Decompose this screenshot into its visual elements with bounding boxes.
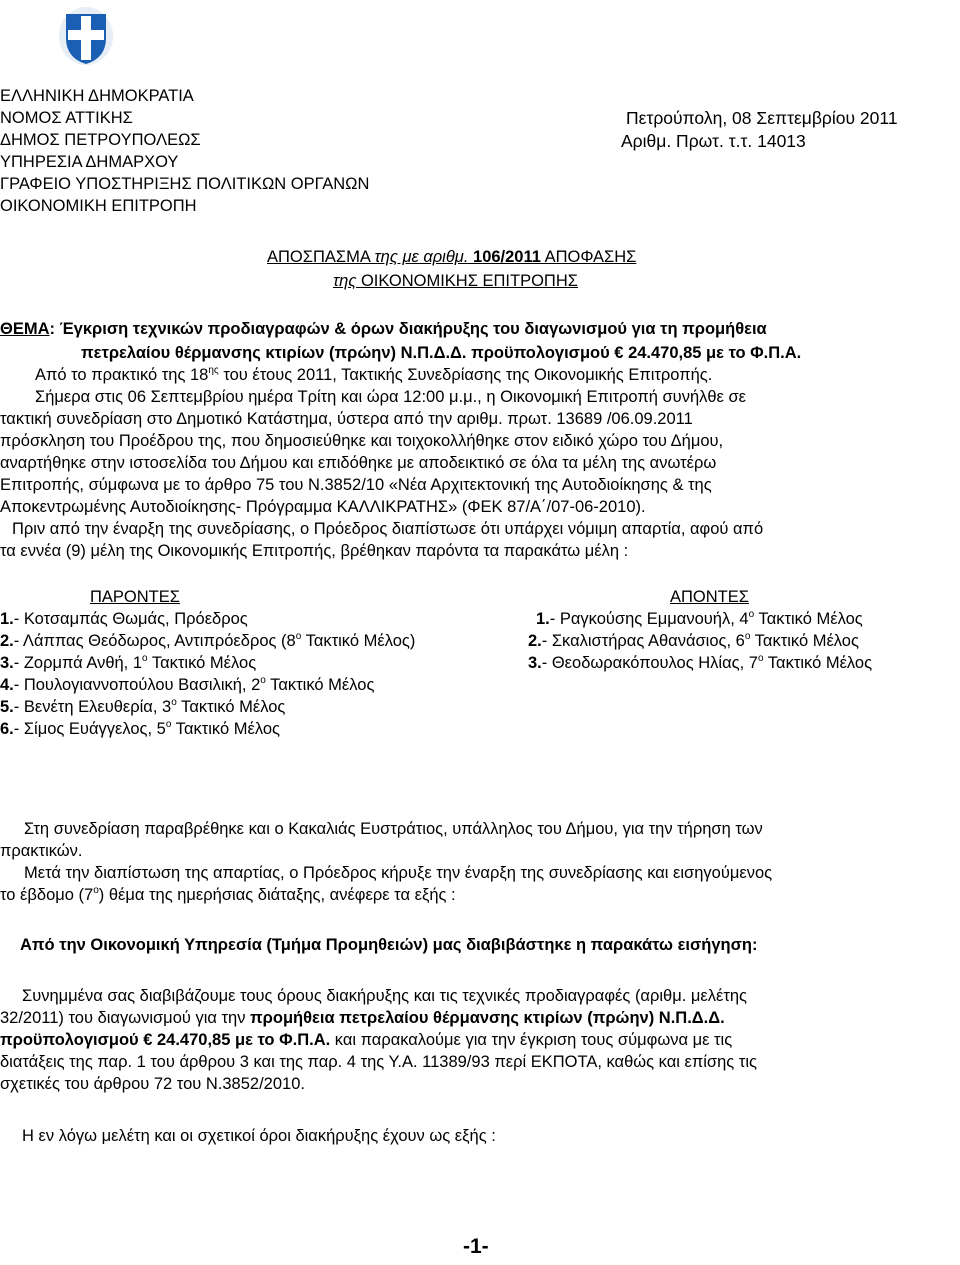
item-number: 6. <box>0 720 14 738</box>
item-text: - Ραγκούσης Εμμανουήλ, 4 <box>549 610 749 628</box>
item-text: - Κοτσαμπάς Θωμάς, Πρόεδρος <box>13 610 248 628</box>
intro-p2-line: πρόσκληση του Προέδρου της, που δημοσιεύθηκε και τοιχοκολλήθηκε στον ειδικό χώρο του Δήμου, <box>0 432 724 450</box>
item-number: 2. <box>0 632 14 650</box>
item-sup: ο <box>295 631 302 642</box>
intro-p3-line: τα εννέα (9) μέλη της Οικονομικής Επιτροπής, βρέθηκαν παρόντα τα παρακάτω μέλη : <box>0 542 629 560</box>
page-number: -1- <box>463 1235 489 1258</box>
body-bold-text: προϋπολογισμού € 24.470,85 με το Φ.Π.Α. <box>0 1031 331 1049</box>
intro-p2-line: Επιτροπής, σύμφωνα με το άρθρο 75 του Ν.3852/10 «Νέα Αρχιτεκτονική της Αυτοδιοίκησης & της <box>0 476 712 494</box>
body-p5-line <box>0 884 456 906</box>
extract-committee: ΟΙΚΟΝΟΜΙΚΗΣ ΕΠΙΤΡΟΠΗΣ <box>360 272 578 290</box>
subject-line-2: πετρελαίου θέρμανσης κτιρίων (πρώην) Ν.Π.Δ.Δ. προϋπολογισμού € 24.470,85 με το Φ.Π.Α. <box>81 344 802 362</box>
body-p5-line: Μετά την διαπίστωση της απαρτίας, ο Πρόεδρος κήρυξε την έναρξη της συνεδρίασης και εισηγούμενος <box>24 864 773 882</box>
item-sup: ο <box>757 653 764 664</box>
item-number: 1. <box>0 610 14 628</box>
intro-text-rest: του έτους 2011, Τακτικής Συνεδρίασης της Οικονομικής Επιτροπής. <box>218 366 713 384</box>
header-left <box>0 85 369 217</box>
extract-line-1 <box>267 246 636 268</box>
intro-p2-line: Αποκεντρωμένης Αυτοδιοίκησης- Πρόγραμμα ΚΑΛΛΙΚΡΑΤΗΣ» (ΦΕΚ 87/Α΄/07-06-2010). <box>0 498 646 516</box>
intro-p3-line: Πριν από την έναρξη της συνεδρίασης, ο Πρόεδρος διαπίστωσε ότι υπάρχει νόμιμη απαρτία, αφού από <box>12 520 764 538</box>
item-number: 5. <box>0 698 14 716</box>
place-date: Πετρούπολη, 08 Σεπτεμβρίου 2011 <box>626 108 898 128</box>
body-p6-line <box>0 1007 725 1029</box>
item-tail: Τακτικό Μέλος <box>147 654 257 672</box>
extract-decision: ΑΠΟΦΑΣΗΣ <box>540 248 637 266</box>
item-sup: ο <box>744 631 751 642</box>
list-item <box>528 630 872 652</box>
greek-coat-of-arms-icon <box>58 6 114 66</box>
body-text: το έβδομο (7 <box>0 886 94 904</box>
item-text: - Σκαλιστήρας Αθανάσιος, 6 <box>541 632 745 650</box>
extract-text: της με αριθμ. <box>374 248 474 266</box>
intro-text: Από το πρακτικό της 18 <box>35 366 209 384</box>
item-tail: Τακτικό Μέλος <box>265 676 375 694</box>
header-line: ΝΟΜΟΣ ΑΤΤΙΚΗΣ <box>0 109 133 127</box>
list-item <box>0 696 415 718</box>
header-line: ΥΠΗΡΕΣΙΑ ΔΗΜΑΡΧΟΥ <box>0 153 179 171</box>
header-line: ΕΛΛΗΝΙΚΗ ΔΗΜΟΚΡΑΤΙΑ <box>0 87 194 105</box>
body-text-rest: ) θέμα της ημερήσιας διάταξης, ανέφερε τα εξής : <box>98 886 456 904</box>
list-item <box>0 652 415 674</box>
list-item <box>0 674 415 696</box>
body-sup: ο <box>93 885 99 896</box>
item-tail: Τακτικό Μέλος <box>754 610 863 628</box>
section-heading: Από την Οικονομική Υπηρεσία (Τμήμα Προμηθειών) μας διαβιβάστηκε η παρακάτω εισήγηση: <box>20 936 758 954</box>
list-item <box>0 630 415 652</box>
item-sup: ο <box>142 653 148 664</box>
item-tail: Τακτικό Μέλος <box>171 720 280 738</box>
extract-of: της <box>333 272 361 290</box>
body-p6-line: Συνημμένα σας διαβιβάζουμε τους όρους διακήρυξης και τις τεχνικές προδιαγραφές (αριθμ. μελέτης <box>22 987 747 1005</box>
intro-p2-line: αναρτήθηκε στην ιστοσελίδα του Δήμου και επιδόθηκε με αποδεικτικό σε όλα τα μέλη της ανωτέρω <box>0 454 717 472</box>
list-item <box>0 718 415 740</box>
body-bold-text: προμήθεια πετρελαίου θέρμανσης κτιρίων (πρώην) Ν.Π.Δ.Δ. <box>250 1009 725 1027</box>
header-line: ΟΙΚΟΝΟΜΙΚΗ ΕΠΙΤΡΟΠΗ <box>0 197 197 215</box>
item-sup: ο <box>171 697 177 708</box>
intro-p2-line: Σήμερα στις 06 Σεπτεμβρίου ημέρα Τρίτη και ώρα 12:00 μ.μ., η Οικονομική Επιτροπή συνήλθε σε <box>35 388 747 406</box>
item-number: 4. <box>0 676 14 694</box>
item-sup: ο <box>165 719 172 730</box>
present-list <box>0 608 415 740</box>
item-text: - Πουλογιαννοπούλου Βασιλική, 2 <box>13 676 261 694</box>
intro-sup: ης <box>208 365 219 376</box>
item-text: - Σίμος Ευάγγελος, 5 <box>13 720 166 738</box>
list-item <box>528 608 872 630</box>
item-tail: Τακτικό Μέλος <box>750 632 859 650</box>
item-text: - Λάππας Θεόδωρος, Αντιπρόεδρος (8 <box>13 632 296 650</box>
item-text: - Βενέτη Ελευθερία, 3 <box>13 698 172 716</box>
subject-line-1 <box>0 318 767 340</box>
item-number: 3. <box>528 654 542 672</box>
item-sup: ο <box>748 609 755 620</box>
item-number: 2. <box>528 632 542 650</box>
item-sup: ο <box>260 675 266 686</box>
body-text: και παρακαλούμε για την έγκριση τους σύμφωνα με τις <box>330 1031 733 1049</box>
item-number: 3. <box>0 654 14 672</box>
list-item <box>0 608 415 630</box>
item-tail: Τακτικό Μέλος <box>763 654 873 672</box>
body-p4-line: πρακτικών. <box>0 842 83 860</box>
body-p6-line: διατάξεις της παρ. 1 του άρθρου 3 και της παρ. 4 της Υ.Α. 11389/93 περί ΕΚΠΟΤΑ, καθώς και επίσης τις <box>0 1053 757 1071</box>
absent-list <box>528 608 872 674</box>
item-tail: Τακτικό Μέλος) <box>301 632 416 650</box>
body-p6-line: σχετικές του άρθρου 72 του Ν.3852/2010. <box>0 1075 305 1093</box>
subject-text: : Έγκριση τεχνικών προδιαγραφών & όρων διακήρυξης του διαγωνισμού για τη προμήθεια <box>49 320 767 338</box>
protocol-number: Αριθμ. Πρωτ. τ.τ. 14013 <box>621 131 806 151</box>
header-line: ΔΗΜΟΣ ΠΕΤΡΟΥΠΟΛΕΩΣ <box>0 131 201 149</box>
list-item <box>528 652 872 674</box>
absent-title: ΑΠΟΝΤΕΣ <box>670 588 749 606</box>
body-p6-line <box>0 1029 732 1051</box>
subject-label: ΘΕΜΑ <box>0 320 50 338</box>
item-text: - Θεοδωρακόπουλος Ηλίας, 7 <box>541 654 758 672</box>
decision-number: 106/2011 <box>473 248 541 266</box>
item-number: 1. <box>536 610 550 628</box>
item-text: - Ζορμπά Ανθή, 1 <box>13 654 143 672</box>
body-text: 32/2011) του διαγωνισμού για την <box>0 1009 251 1027</box>
present-title: ΠΑΡΟΝΤΕΣ <box>90 588 180 606</box>
intro-paragraph-1 <box>35 364 712 386</box>
body-p7: Η εν λόγω μελέτη και οι σχετικοί όροι διακήρυξης έχουν ως εξής : <box>22 1127 496 1145</box>
header-line: ΓΡΑΦΕΙΟ ΥΠΟΣΤΗΡΙΞΗΣ ΠΟΛΙΤΙΚΩΝ ΟΡΓΑΝΩΝ <box>0 175 370 193</box>
item-tail: Τακτικό Μέλος <box>176 698 286 716</box>
extract-line-2 <box>333 270 578 292</box>
intro-p2-line: τακτική συνεδρίαση στο Δημοτικό Κατάστημα, ύστερα από την αριθμ. πρωτ. 13689 /06.09.2011 <box>0 410 693 428</box>
body-p4-line: Στη συνεδρίαση παραβρέθηκε και ο Κακαλιάς Ευστράτιος, υπάλληλος του Δήμου, για την τήρηση των <box>24 820 763 838</box>
extract-word: ΑΠΟΣΠΑΣΜΑ <box>267 248 375 266</box>
